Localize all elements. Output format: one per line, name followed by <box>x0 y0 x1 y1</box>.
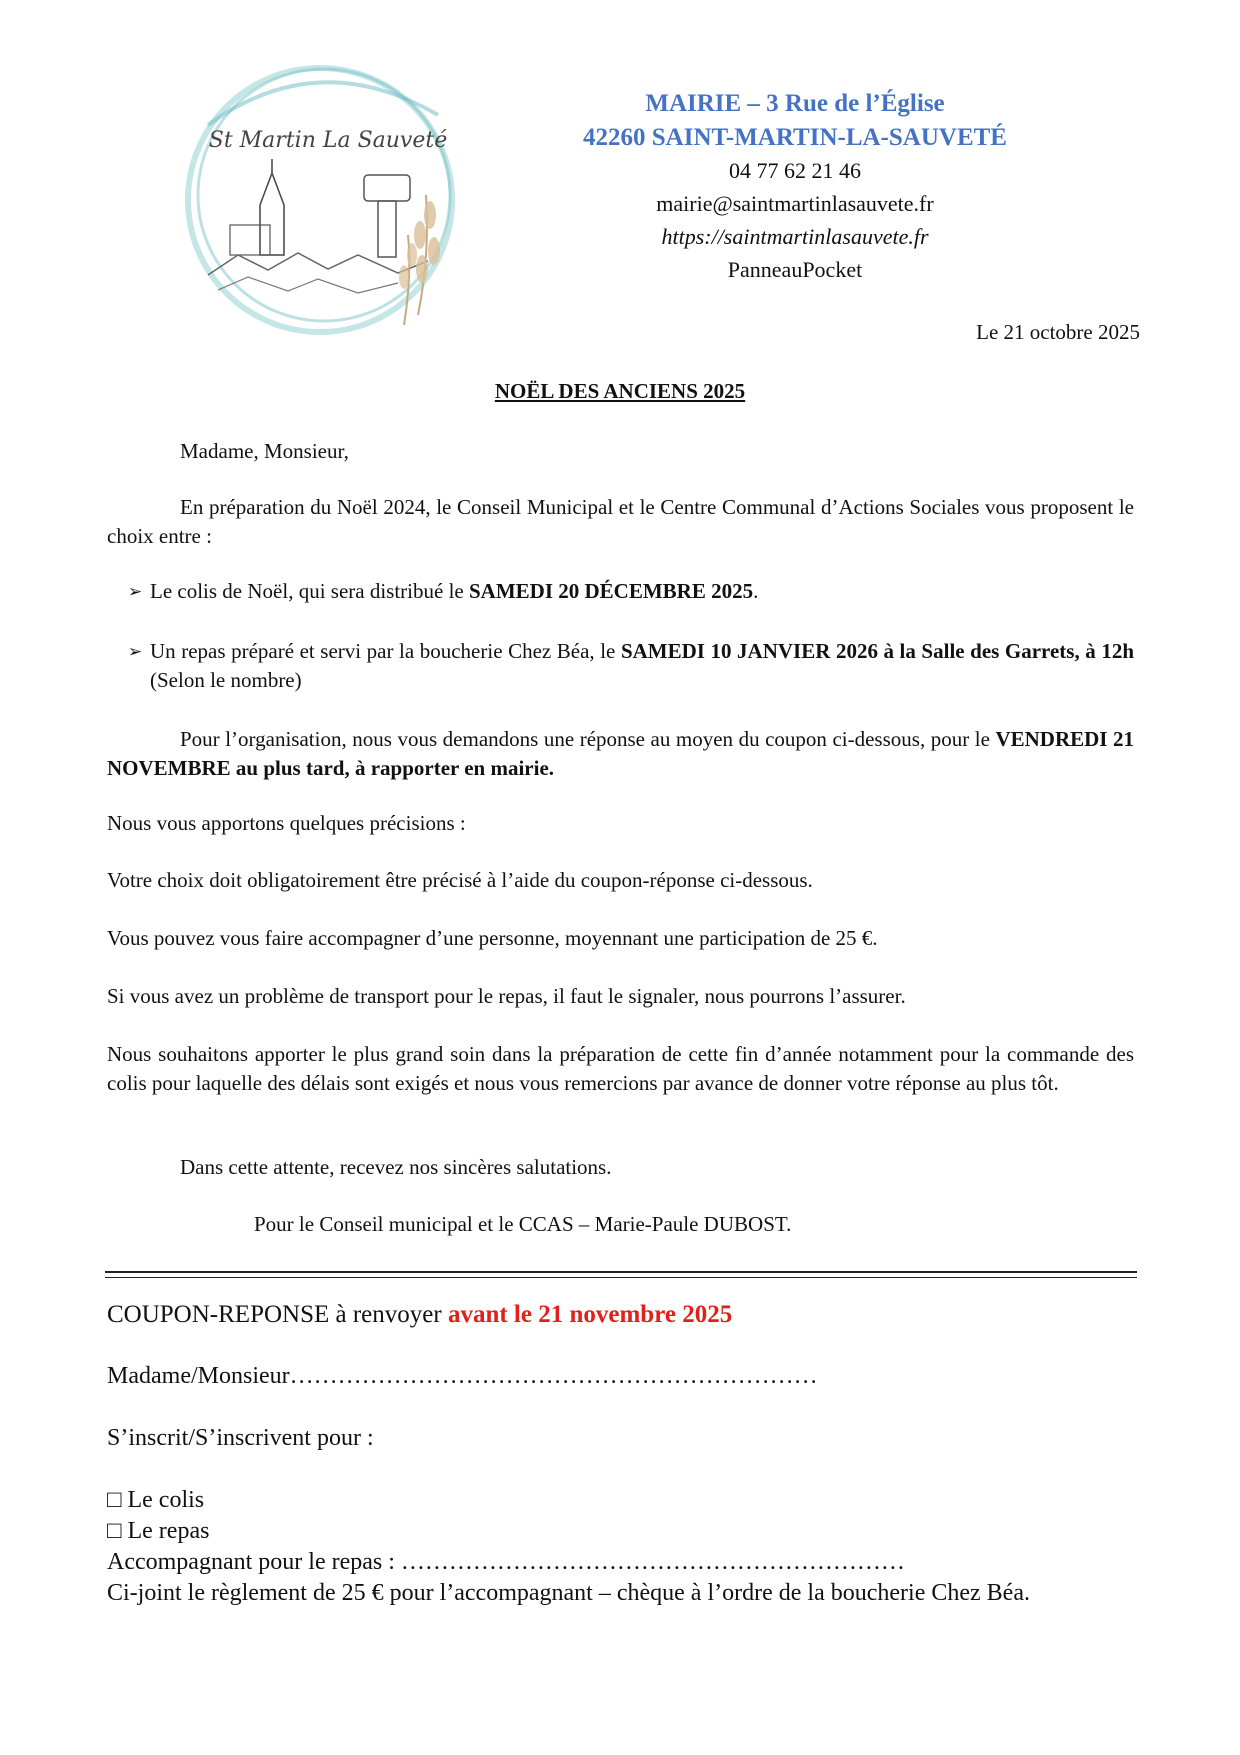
header-social: PanneauPocket <box>727 257 863 282</box>
intro-paragraph: En préparation du Noël 2024, le Conseil Municipal et le Centre Communal d’Actions Sociales vous proposent le choix entre : <box>107 495 1134 548</box>
bullet-repas: ➢ Un repas préparé et servi par la boucherie Chez Béa, le SAMEDI 10 JANVIER 2026 à la Salle des Garrets, à 12h (Selon le nombre) <box>128 639 1134 692</box>
arrow-bullet-icon: ➢ <box>128 582 143 601</box>
letter-title: NOËL DES ANCIENS 2025 <box>494 379 746 403</box>
precisions-heading: Nous vous apportons quelques précisions : <box>107 811 466 835</box>
separator-line-secondary <box>105 1277 1137 1278</box>
coupon-title: COUPON-REPONSE à renvoyer avant le 21 novembre 2025 <box>107 1301 733 1328</box>
coupon-option-colis[interactable]: □ Le colis <box>107 1487 205 1513</box>
paragraph-transport: Si vous avez un problème de transport pour le repas, il faut le signaler, nous pourrons l’assurer. <box>107 984 906 1008</box>
coupon-inscrit-label: S’inscrit/S’inscrivent pour : <box>107 1425 374 1451</box>
closing-line: Dans cette attente, recevez nos sincères salutations. <box>180 1155 612 1179</box>
separator-line <box>105 1271 1137 1273</box>
coupon-reglement-note: Ci-joint le règlement de 25 € pour l’accompagnant – chèque à l’ordre de la boucherie Chez Béa. <box>107 1580 1030 1606</box>
paragraph-soin: Nous souhaitons apporter le plus grand soin dans la préparation de cette fin d’année notamment pour la commande des colis pour laquelle des délais sont exigés et nous vous remercions par avance de donner votre réponse au plus tôt. <box>107 1042 1134 1095</box>
bullet-colis: ➢ Le colis de Noël, qui sera distribué le SAMEDI 20 DÉCEMBRE 2025. <box>150 577 1134 606</box>
organisation-paragraph: Pour l’organisation, nous vous demandons une réponse au moyen du coupon ci-dessous, pour le VENDREDI 21 NOVEMBRE au plus tard, à rapporter en mairie. <box>107 727 1135 780</box>
letter-date: Le 21 octobre 2025 <box>976 320 1140 344</box>
arrow-bullet-icon: ➢ <box>128 642 143 661</box>
coupon-deadline: avant le 21 novembre 2025 <box>447 1301 733 1328</box>
header-website[interactable]: https://saintmartinlasauvete.fr <box>661 224 929 249</box>
paragraph-choix: Votre choix doit obligatoirement être précisé à l’aide du coupon-réponse ci-dessous. <box>107 868 813 892</box>
header-address-line1: MAIRIE – 3 Rue de l’Église <box>645 90 945 117</box>
salutation: Madame, Monsieur, <box>180 439 349 463</box>
paragraph-accompagner: Vous pouvez vous faire accompagner d’une personne, moyennant une participation de 25 €. <box>107 926 878 950</box>
coupon-option-repas[interactable]: □ Le repas <box>107 1518 210 1544</box>
signature-line: Pour le Conseil municipal et le CCAS – Marie-Paule DUBOST. <box>254 1212 792 1236</box>
coupon-name-field[interactable]: Madame/Monsieur………………………………………………………… <box>107 1363 818 1389</box>
logo-text: St Martin La Sauveté <box>208 128 448 153</box>
header-address-line2: 42260 SAINT-MARTIN-LA-SAUVETÉ <box>583 124 1007 151</box>
municipal-logo <box>168 55 488 345</box>
header-phone: 04 77 62 21 46 <box>729 158 861 183</box>
coupon-accompagnant-field[interactable]: Accompagnant pour le repas : ……………………………………………………… <box>107 1549 905 1575</box>
header-email[interactable]: mairie@saintmartinlasauvete.fr <box>656 191 934 216</box>
